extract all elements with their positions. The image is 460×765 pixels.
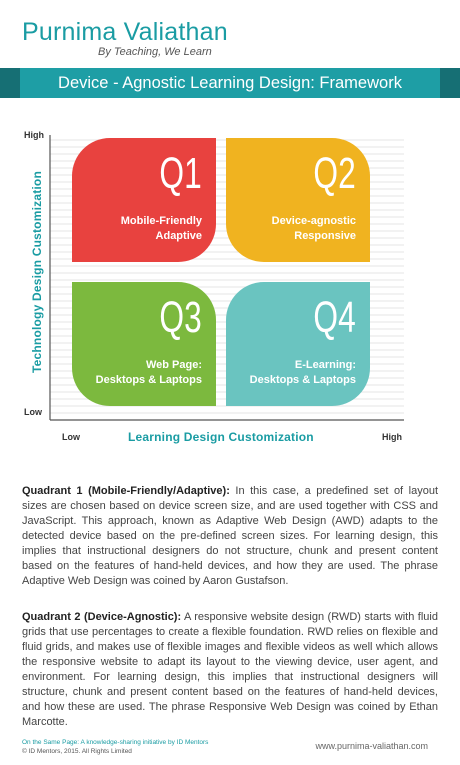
quadrant-q3-line1: Web Page: <box>145 359 202 371</box>
footer-initiative: On the Same Page: A knowledge-sharing initiative by ID Mentors <box>22 739 209 746</box>
quadrant-q3 <box>72 282 216 406</box>
title-bar <box>0 68 460 98</box>
paragraph-quadrant-2 <box>22 610 438 730</box>
quadrant-q1-line1: Mobile-Friendly <box>120 215 202 227</box>
quadrant-q2-number: Q2 <box>313 149 356 198</box>
paragraph-quadrant-1-body: In this case, a predefined set of layout sizes are chosen based on device screen size, and are used together with CSS and JavaScript. This approach, known as Adaptive Web Design (AWD) adapts to the detected device based on the pre-defined screen sizes. For learning design, this implies that instructional designers do not structure, chunk and present content based on the features of hand-held devices, and how they are used. The phrase Adaptive Web Design was coined by Aaron Gustafson. <box>22 485 438 587</box>
brand-tagline: By Teaching, We Learn <box>98 46 212 58</box>
quadrant-q2-line1: Device-agnostic <box>271 215 356 227</box>
quadrant-q4 <box>226 282 370 406</box>
paragraph-quadrant-2-body: A responsive website design (RWD) starts with fluid grids that use percentages to create a flexible foundation. RWD relies on flexible and fluid grids, and makes use of flexible images and flexible videos as well which allows the responsive website to adapt its layout to the viewing device, user agent, and environment. For learning design, this implies that instructional designers will structure, chunk and present content based on the features of hand-held devices, and how these are used. The phrase Responsive Web Design was coined by Ethan Marcotte. <box>22 611 438 728</box>
paragraph-quadrant-1 <box>22 484 438 589</box>
paragraph-quadrant-2-heading: Quadrant 2 (Device-Agnostic): <box>22 611 182 623</box>
footer-copyright: © ID Mentors, 2015. All Rights Limited <box>22 748 132 755</box>
quadrant-q1-line2: Adaptive <box>155 230 202 242</box>
footer-website-link[interactable]: www.purnima-valiathan.com <box>315 741 428 751</box>
y-axis-high: High <box>24 130 44 140</box>
brand-name: Purnima Valiathan <box>22 18 228 46</box>
title-bar-right-edge <box>440 68 460 98</box>
title-bar-left-edge <box>0 68 20 98</box>
x-axis-label: Learning Design Customization <box>128 430 314 444</box>
y-axis-low: Low <box>24 407 42 417</box>
paragraph-quadrant-1-heading: Quadrant 1 (Mobile-Friendly/Adaptive): <box>22 485 230 497</box>
quadrant-q4-number: Q4 <box>313 293 356 342</box>
x-axis-low: Low <box>62 432 80 442</box>
quadrant-q4-line1: E-Learning: <box>294 359 356 371</box>
quadrant-q3-text <box>96 358 202 388</box>
quadrant-q2-line2: Responsive <box>294 230 356 242</box>
quadrant-q2 <box>226 138 370 262</box>
quadrant-q1-number: Q1 <box>159 149 202 198</box>
quadrant-q2-text <box>272 214 356 244</box>
y-axis-label: Technology Design Customization <box>30 171 44 373</box>
quadrant-q4-line2: Desktops & Laptops <box>249 374 356 386</box>
quadrant-q3-number: Q3 <box>159 293 202 342</box>
quadrant-q1 <box>72 138 216 262</box>
page-title: Device - Agnostic Learning Design: Framework <box>58 74 402 92</box>
quadrant-q1-text <box>121 214 202 244</box>
quadrant-q4-text <box>250 358 356 388</box>
x-axis-high: High <box>382 432 402 442</box>
quadrant-q3-line2: Desktops & Laptops <box>95 374 202 386</box>
